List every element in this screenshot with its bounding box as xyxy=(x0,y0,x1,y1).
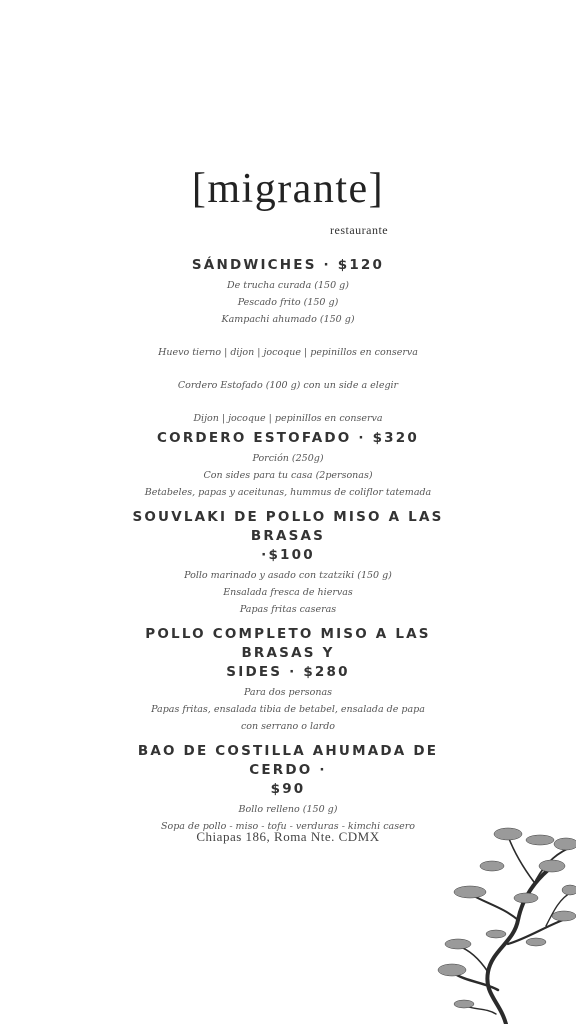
menu-line: Ensalada fresca de hiervas xyxy=(223,587,353,598)
section-title: BAO DE COSTILLA AHUMADA DE CERDO · xyxy=(137,743,439,778)
menu-line: Sopa de pollo - miso - tofu - verduras - kimchi casero xyxy=(161,821,415,832)
restaurant-address: Chiapas 186, Roma Nte. CDMX xyxy=(196,829,380,844)
menu-note: Cordero Estofado (100 g) con un side a elegir xyxy=(177,380,399,391)
section-souvlaki xyxy=(110,508,466,618)
menu-line: Con sides para tu casa (2personas) xyxy=(203,470,373,481)
menu-note: Huevo tierno | dijon | jocoque | pepinillos en conserva xyxy=(158,347,418,358)
menu-line: Betabeles, papas y aceitunas, hummus de coliflor tatemada xyxy=(144,487,432,498)
bonsai-tree-icon xyxy=(436,822,576,1024)
section-pollo xyxy=(110,625,466,735)
brand-logo: [migrante] xyxy=(191,166,385,212)
menu-line: Papas fritas caseras xyxy=(239,604,337,615)
menu-line: Porción (250g) xyxy=(252,453,324,464)
menu-line: De trucha curada (150 g) xyxy=(227,280,349,291)
section-price: $90 xyxy=(270,781,306,797)
section-title: POLLO COMPLETO MISO A LAS BRASAS Y xyxy=(145,626,431,661)
menu-line: con serrano o lardo xyxy=(240,721,336,732)
menu-line: Pollo marinado y asado con tzatziki (150 g) xyxy=(184,570,392,581)
menu-line: Pescado frito (150 g) xyxy=(237,297,339,308)
section-cordero xyxy=(110,429,466,501)
section-title: SÁNDWICHES · $120 xyxy=(191,257,385,273)
menu-line: Para dos personas xyxy=(243,687,333,698)
menu-line: Papas fritas, ensalada tibia de betabel, ensalada de papa xyxy=(151,704,425,715)
section-price: SIDES · $280 xyxy=(226,664,350,680)
section-bao xyxy=(110,742,466,835)
brand-subtitle: restaurante xyxy=(330,223,389,237)
section-sandwiches xyxy=(110,256,466,328)
section-price: ·$100 xyxy=(261,547,315,563)
section-title: CORDERO ESTOFADO · $320 xyxy=(157,430,419,446)
menu-list xyxy=(110,256,466,835)
menu-note: Dijon | jocoque | pepinillos en conserva xyxy=(193,413,383,424)
menu-line: Kampachi ahumado (150 g) xyxy=(221,314,355,325)
menu-line: Bollo relleno (150 g) xyxy=(238,804,338,815)
section-title: SOUVLAKI DE POLLO MISO A LAS BRASAS xyxy=(132,509,444,544)
